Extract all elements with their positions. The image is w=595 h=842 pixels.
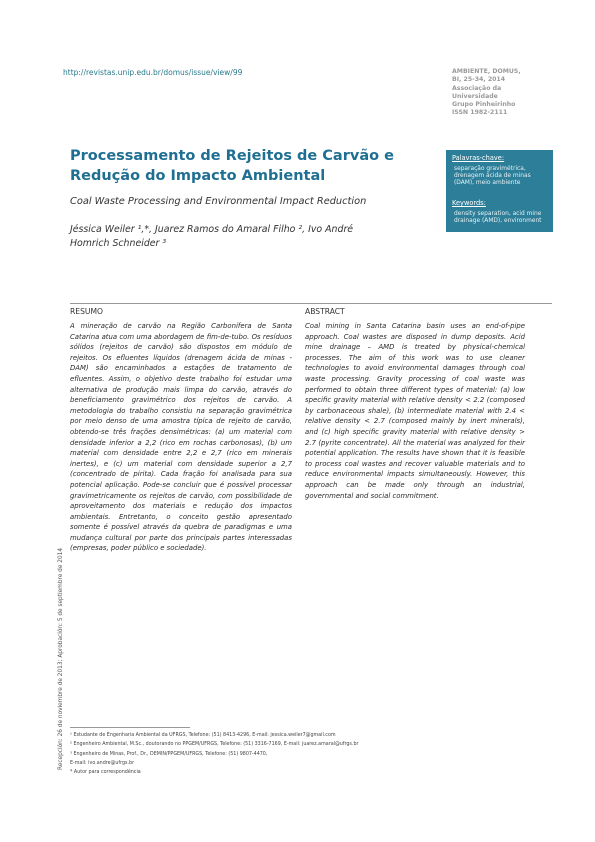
journal-line: Associação da	[452, 84, 502, 92]
submission-dates: Recepción: 26 de noviembre de 2013; Aprobación: 5 de septiembre de 2014	[58, 547, 64, 770]
footnote-divider	[70, 727, 190, 728]
footnote: * Autor para correspondência	[70, 770, 141, 776]
palavras-chave-list: separação gravimétrica, drenagem ácida de minas (DAM), meio ambiente	[454, 166, 531, 186]
keywords-heading: Keywords:	[452, 199, 486, 207]
resumo-heading: RESUMO	[70, 307, 103, 316]
abstract-body: Coal mining in Santa Catarina basin uses an end-of-pipe approach. Coal wastes are disposed in dump deposits. Acid mine drainage – AMD is treated by physical-chemical processes. The aim of this work was to use cleaner technologies to avoid environmental damages through coal waste processing. Gravity processing of coal waste was performed to obtain three different types of material: (a) low specific gravity material with relative density < 2.2 (composed by carbonaceous shale), (b) intermediate material with 2.4 < relative density < 2.7 (composed mainly by inert minerals), and (c) high specific gravity material with relative density > 2.7 (pyrite concentrate). All the material was analyzed for their potential application. The results have shown that it is feasible to process coal wastes and recover valuable materials and to reduce environmental impacts simultaneously. However, this approach can be made only through an industrial, governmental and social commitment.	[305, 322, 525, 500]
journal-line: Grupo Pinheirinho	[452, 101, 516, 109]
english-title: Coal Waste Processing and Environmental Impact Reduction	[70, 196, 367, 207]
footnote: ³ Engenheiro de Minas, Prof., Dr., DEMIN/PPGEM/UFRGS, Telefone: (51) 9807-4470,	[70, 751, 268, 757]
footnote: ¹ Estudante de Engenharia Ambiental da UFRGS, Telefone: (51) 8413-4296, E-mail: jessica.weiler7@gmail.com	[70, 733, 336, 738]
journal-line: AMBIENTE, DOMUS,	[452, 68, 521, 75]
keywords-box	[446, 150, 553, 232]
footnotes	[70, 731, 470, 777]
palavras-chave-heading: Palavras-chave:	[452, 154, 505, 162]
journal-line: Universidade	[452, 92, 498, 100]
footnote: E-mail: ivo.andre@ufrgs.br	[70, 760, 135, 766]
journal-info	[452, 68, 552, 118]
author-list: Jéssica Weiler ¹,*, Juarez Ramos do Amaral Filho ², Ivo André Homrich Schneider ³	[70, 224, 354, 249]
footnote: ² Engenheiro Ambiental, M.Sc., doutorando no PPGEM/UFRGS, Telefone: (51) 3316-7169, E-mail: juarez.amaral@ufrgs.br	[70, 742, 359, 748]
paper-title: Processamento de Rejeitos de Carvão e Redução do Impacto Ambiental	[70, 148, 394, 184]
section-divider	[70, 303, 552, 304]
abstract-heading: ABSTRACT	[305, 307, 345, 316]
journal-url[interactable]: http://revistas.unip.edu.br/domus/issue/view/99	[63, 68, 243, 77]
keywords-list: density separation, acid mine drainage (AMD), environment	[454, 211, 542, 224]
journal-line: ISSN 1982-2111	[452, 109, 508, 117]
resumo-body: A mineração de carvão na Região Carbonífera de Santa Catarina atua com uma abordagem de fim-de-tubo. Os resíduos sólidos (rejeitos de carvão) são dispostos em módulo de rejeitos. Os efluentes líquidos (drenagem ácida de minas - DAM) são encaminhados a estações de tratamento de efluentes. Assim, o objetivo deste trabalho foi estudar uma alternativa de produção mais limpa do carvão, através do beneficiamento gravimétrico dos rejeitos de carvão. A metodologia do trabalho consistiu na separação gravimétrica por meio denso de uma amostra típica de rejeito de carvão, obtendo-se três frações densimétricas: (a) um material com densidade inferior a 2,2 (rico em rochas carbonosas), (b) um material com densidade entre 2,2 e 2,7 (rico em minerais inertes), e (c) um material com densidade superior a 2,7 (concentrado de pirita). Cada fração foi analisada para sua potencial aplicação. Pode-se concluir que é possível processar gravimetricamente os rejeitos de carvão, com possibilidade de aproveitamento dos materiais e redução dos impactos ambientais. Entretanto, o conceito gestão apresentado somente é possível através da quebra de paradigmas e uma mudança cultural por parte dos principais partes interessadas (empresas, poder público e sociedade).	[70, 322, 292, 553]
journal-line: BI, 25-34, 2014	[452, 76, 506, 84]
